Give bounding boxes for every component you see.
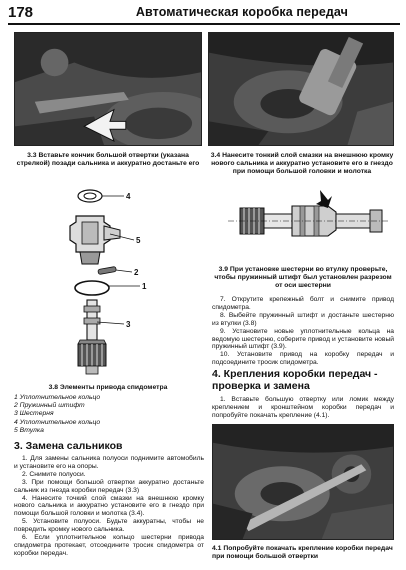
- paragraph: 1. Для замены сальника полуоси поднимите автомобиль и установите его на опоры.: [14, 455, 204, 470]
- paragraph: 1. Вставьте большую отвертку или ломик между креплением и кронштейном коробки передач и попробуйте покачать крепление (4.1).: [212, 396, 394, 419]
- legend-item: 1 Уплотнительное кольцо: [14, 394, 101, 401]
- paragraph: 6. Если уплотнительное кольцо шестерни привода спидометра протекает, отсоедините тросик спидометра от коробки передач.: [14, 534, 204, 557]
- section-4-heading: 4. Крепления коробки передач - проверка и замена: [212, 368, 378, 392]
- caption-fig-4-1: 4.1 Попробуйте покачать крепление коробки передач при помощи большой отвертки: [212, 545, 393, 561]
- callout-4: 4: [126, 192, 131, 201]
- caption-fig-3-8: 3.8 Элементы привода спидометра: [48, 384, 168, 391]
- legend-item: 4 Уплотнительное кольцо: [14, 418, 101, 426]
- photo-fig-3-3: [14, 32, 202, 146]
- caption-fig-3-3: 3.3 Вставьте кончик большой отвертки (указана стрелкой) позади сальника и аккуратно достаньте его: [16, 152, 200, 168]
- callout-1: 1: [142, 282, 147, 291]
- callout-5: 5: [136, 236, 141, 245]
- photo-fig-3-4: [208, 32, 394, 146]
- caption-fig-3-9: 3.9 При установке шестерни во втулку проверьте, чтобы пружинный штифт был установлен разрезом от оси шестерни: [214, 266, 392, 290]
- paragraph: 9. Установите новые уплотнительные кольца на ведомую шестерню, соберите привод и установите новый пружинный штифт (3.9).: [212, 327, 394, 351]
- paragraph: 2. Снимите полуоси.: [22, 470, 86, 478]
- photo-fig-4-1: [212, 424, 394, 540]
- section-3-heading: 3. Замена сальников: [14, 440, 123, 452]
- paragraph: 10. Установите привод на коробку передач и подсоедините тросик спидометра.: [212, 351, 394, 367]
- section-3-body: [14, 455, 204, 558]
- paragraph: 3. При помощи большой отвертки аккуратно достаньте сальник из гнезда коробки передач (3.3): [14, 478, 204, 494]
- diagram-fig-3-9: [228, 186, 388, 258]
- running-title: Автоматическая коробка передач: [135, 5, 348, 19]
- page-number: 178: [8, 4, 34, 21]
- callout-3: 3: [126, 320, 131, 329]
- paragraph: 8. Выбейте пружинный штифт и достаньте шестерню из втулки (3.8): [212, 311, 394, 327]
- paragraph: 4. Нанесите точкий слой смазки на внешнюю кромку нового сальника и аккуратно установите его в гнездо при помощи большой головки и молотка (3.4).: [14, 494, 204, 518]
- header-rule: [8, 23, 400, 25]
- legend-item: 2 Пружинный штифт: [14, 402, 85, 410]
- legend-item: 5 Втулка: [14, 426, 44, 434]
- right-column-body: [212, 296, 394, 367]
- diagram-fig-3-8: [40, 182, 180, 378]
- section-4-body: [212, 396, 394, 420]
- legend-item: 3 Шестерня: [14, 410, 54, 418]
- parts-legend: [14, 394, 204, 435]
- page-header: [8, 4, 400, 28]
- caption-fig-3-4: 3.4 Нанесите тонкий слой смазки на внешнюю кромку нового сальника и аккуратно установите его в гнездо при помощи большой головки и молотка: [210, 152, 394, 176]
- paragraph: 5. Установите полуоси. Будьте аккуратны, чтобы не повредить кромку нового сальника.: [14, 518, 204, 534]
- paragraph: 7. Открутите крепежный болт и снимите привод спидометра.: [212, 296, 394, 311]
- callout-2: 2: [134, 268, 139, 277]
